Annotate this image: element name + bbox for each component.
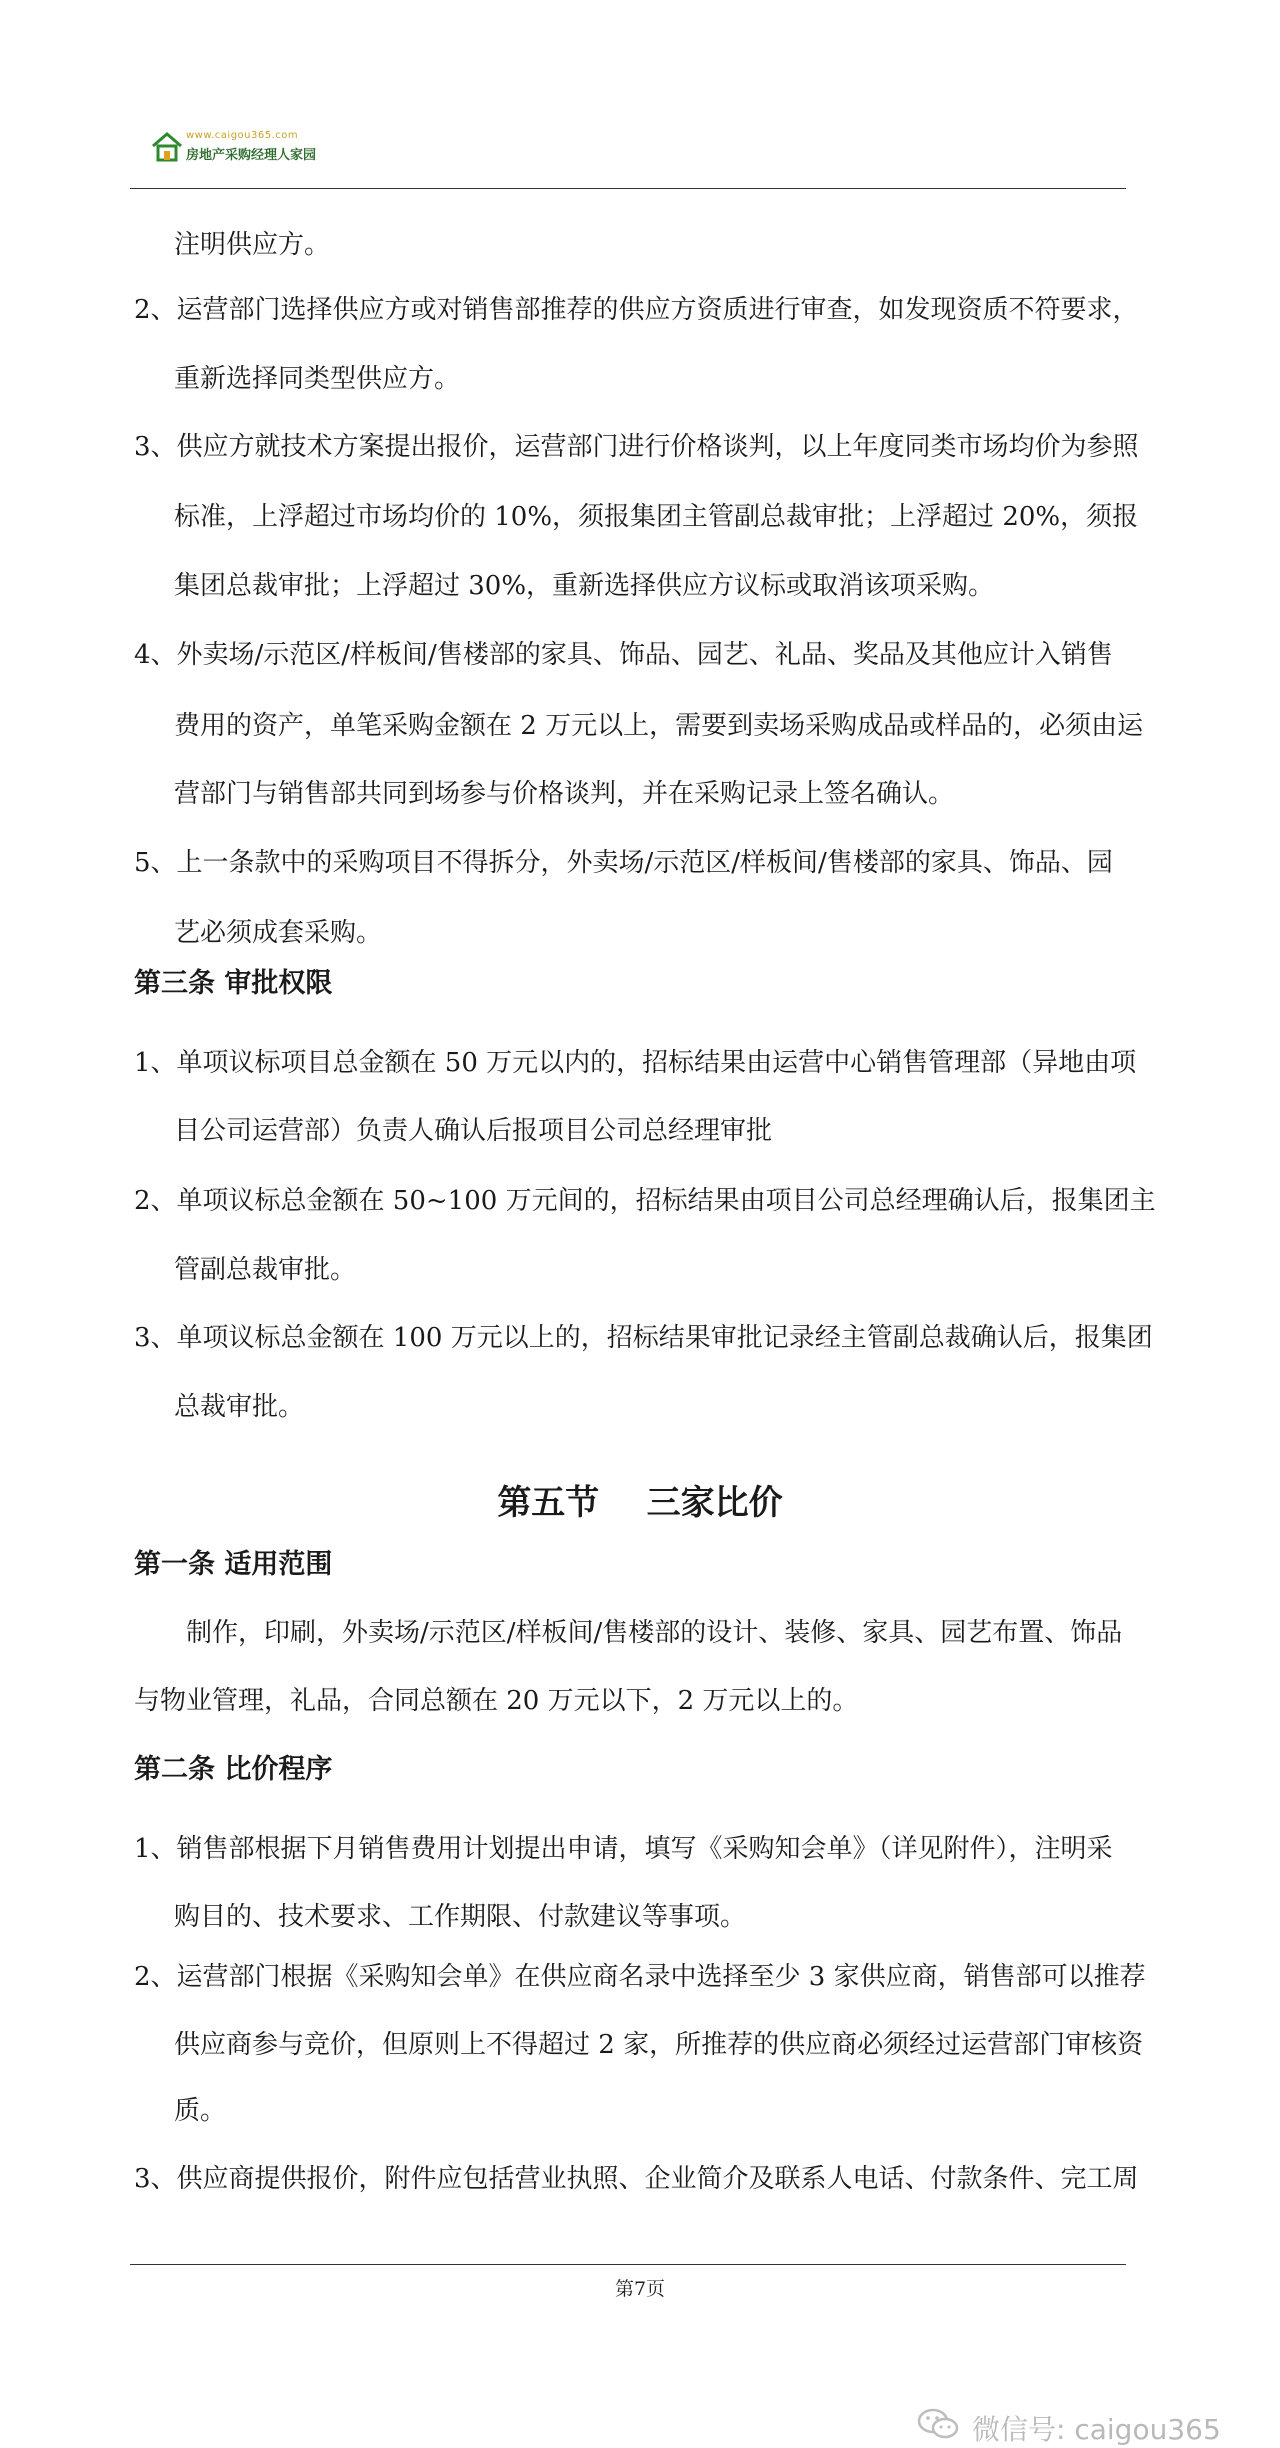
- body-line: 质。: [174, 2096, 227, 2126]
- body-line: 费用的资产，单笔采购金额在 2 万元以上，需要到卖场采购成品或样品的，必须由运: [174, 711, 1144, 741]
- body-line: 总裁审批。: [174, 1392, 305, 1422]
- logo-url: www.caigou365.com: [186, 130, 299, 141]
- body-line: 注明供应方。: [174, 230, 331, 260]
- body-line: 供应商参与竞价，但原则上不得超过 2 家，所推荐的供应商必须经过运营部门审核资: [174, 2030, 1144, 2060]
- body-line: 4、外卖场/示范区/样板间/售楼部的家具、饰品、园艺、礼品、奖品及其他应计入销售: [134, 640, 1113, 670]
- house-logo-icon: [150, 130, 184, 162]
- watermark-text: 微信号: caigou365: [972, 2413, 1221, 2446]
- body-line: 5、上一条款中的采购项目不得拆分，外卖场/示范区/样板间/售楼部的家具、饰品、园: [134, 848, 1113, 878]
- body-line: 重新选择同类型供应方。: [174, 364, 461, 394]
- body-line: 标准，上浮超过市场均价的 10%，须报集团主管副总裁审批；上浮超过 20%，须报: [174, 502, 1139, 532]
- body-line: 3、供应商提供报价，附件应包括营业执照、企业简介及联系人电话、付款条件、完工周: [134, 2164, 1139, 2194]
- body-line: 制作，印刷，外卖场/示范区/样板间/售楼部的设计、装修、家具、园艺布置、饰品: [186, 1618, 1123, 1648]
- body-line: 3、单项议标总金额在 100 万元以上的，招标结果审批记录经主管副总裁确认后，报集团: [134, 1323, 1153, 1353]
- header-divider: [130, 188, 1126, 189]
- page-number: 第7页: [614, 2278, 666, 2300]
- body-line: 2、运营部门根据《采购知会单》在供应商名录中选择至少 3 家供应商，销售部可以推荐: [134, 1962, 1146, 1992]
- body-line: 3、供应方就技术方案提出报价，运营部门进行价格谈判，以上年度同类市场均价为参照: [134, 432, 1139, 462]
- body-line: 营部门与销售部共同到场参与价格谈判，并在采购记录上签名确认。: [174, 779, 955, 809]
- section-title: 第五节 三家比价: [497, 1483, 783, 1523]
- footer-divider: [130, 2264, 1126, 2265]
- site-logo: [150, 124, 317, 164]
- body-line: 集团总裁审批；上浮超过 30%，重新选择供应方议标或取消该项采购。: [174, 571, 995, 601]
- logo-name: 房地产采购经理人家园: [186, 148, 317, 163]
- body-line: 2、单项议标总金额在 50~100 万元间的，招标结果由项目公司总经理确认后，报集团主: [134, 1186, 1156, 1216]
- article-heading: 第二条 比价程序: [134, 1754, 333, 1785]
- body-line: 艺必须成套采购。: [174, 918, 383, 948]
- body-line: 与物业管理，礼品，合同总额在 20 万元以下，2 万元以上的。: [134, 1686, 859, 1716]
- article-heading: 第一条 适用范围: [134, 1549, 333, 1580]
- body-line: 管副总裁审批。: [174, 1255, 357, 1285]
- body-line: 1、单项议标项目总金额在 50 万元以内的，招标结果由运营中心销售管理部（异地由项: [134, 1048, 1137, 1078]
- body-line: 目公司运营部）负责人确认后报项目公司总经理审批: [174, 1116, 773, 1146]
- article-heading: 第三条 审批权限: [134, 968, 333, 999]
- body-line: 2、运营部门选择供应方或对销售部推荐的供应方资质进行审查，如发现资质不符要求，: [134, 295, 1139, 325]
- wechat-icon: [916, 2406, 960, 2442]
- body-line: 1、销售部根据下月销售费用计划提出申请，填写《采购知会单》（详见附件），注明采: [134, 1834, 1113, 1864]
- body-line: 购目的、技术要求、工作期限、付款建议等事项。: [174, 1902, 747, 1932]
